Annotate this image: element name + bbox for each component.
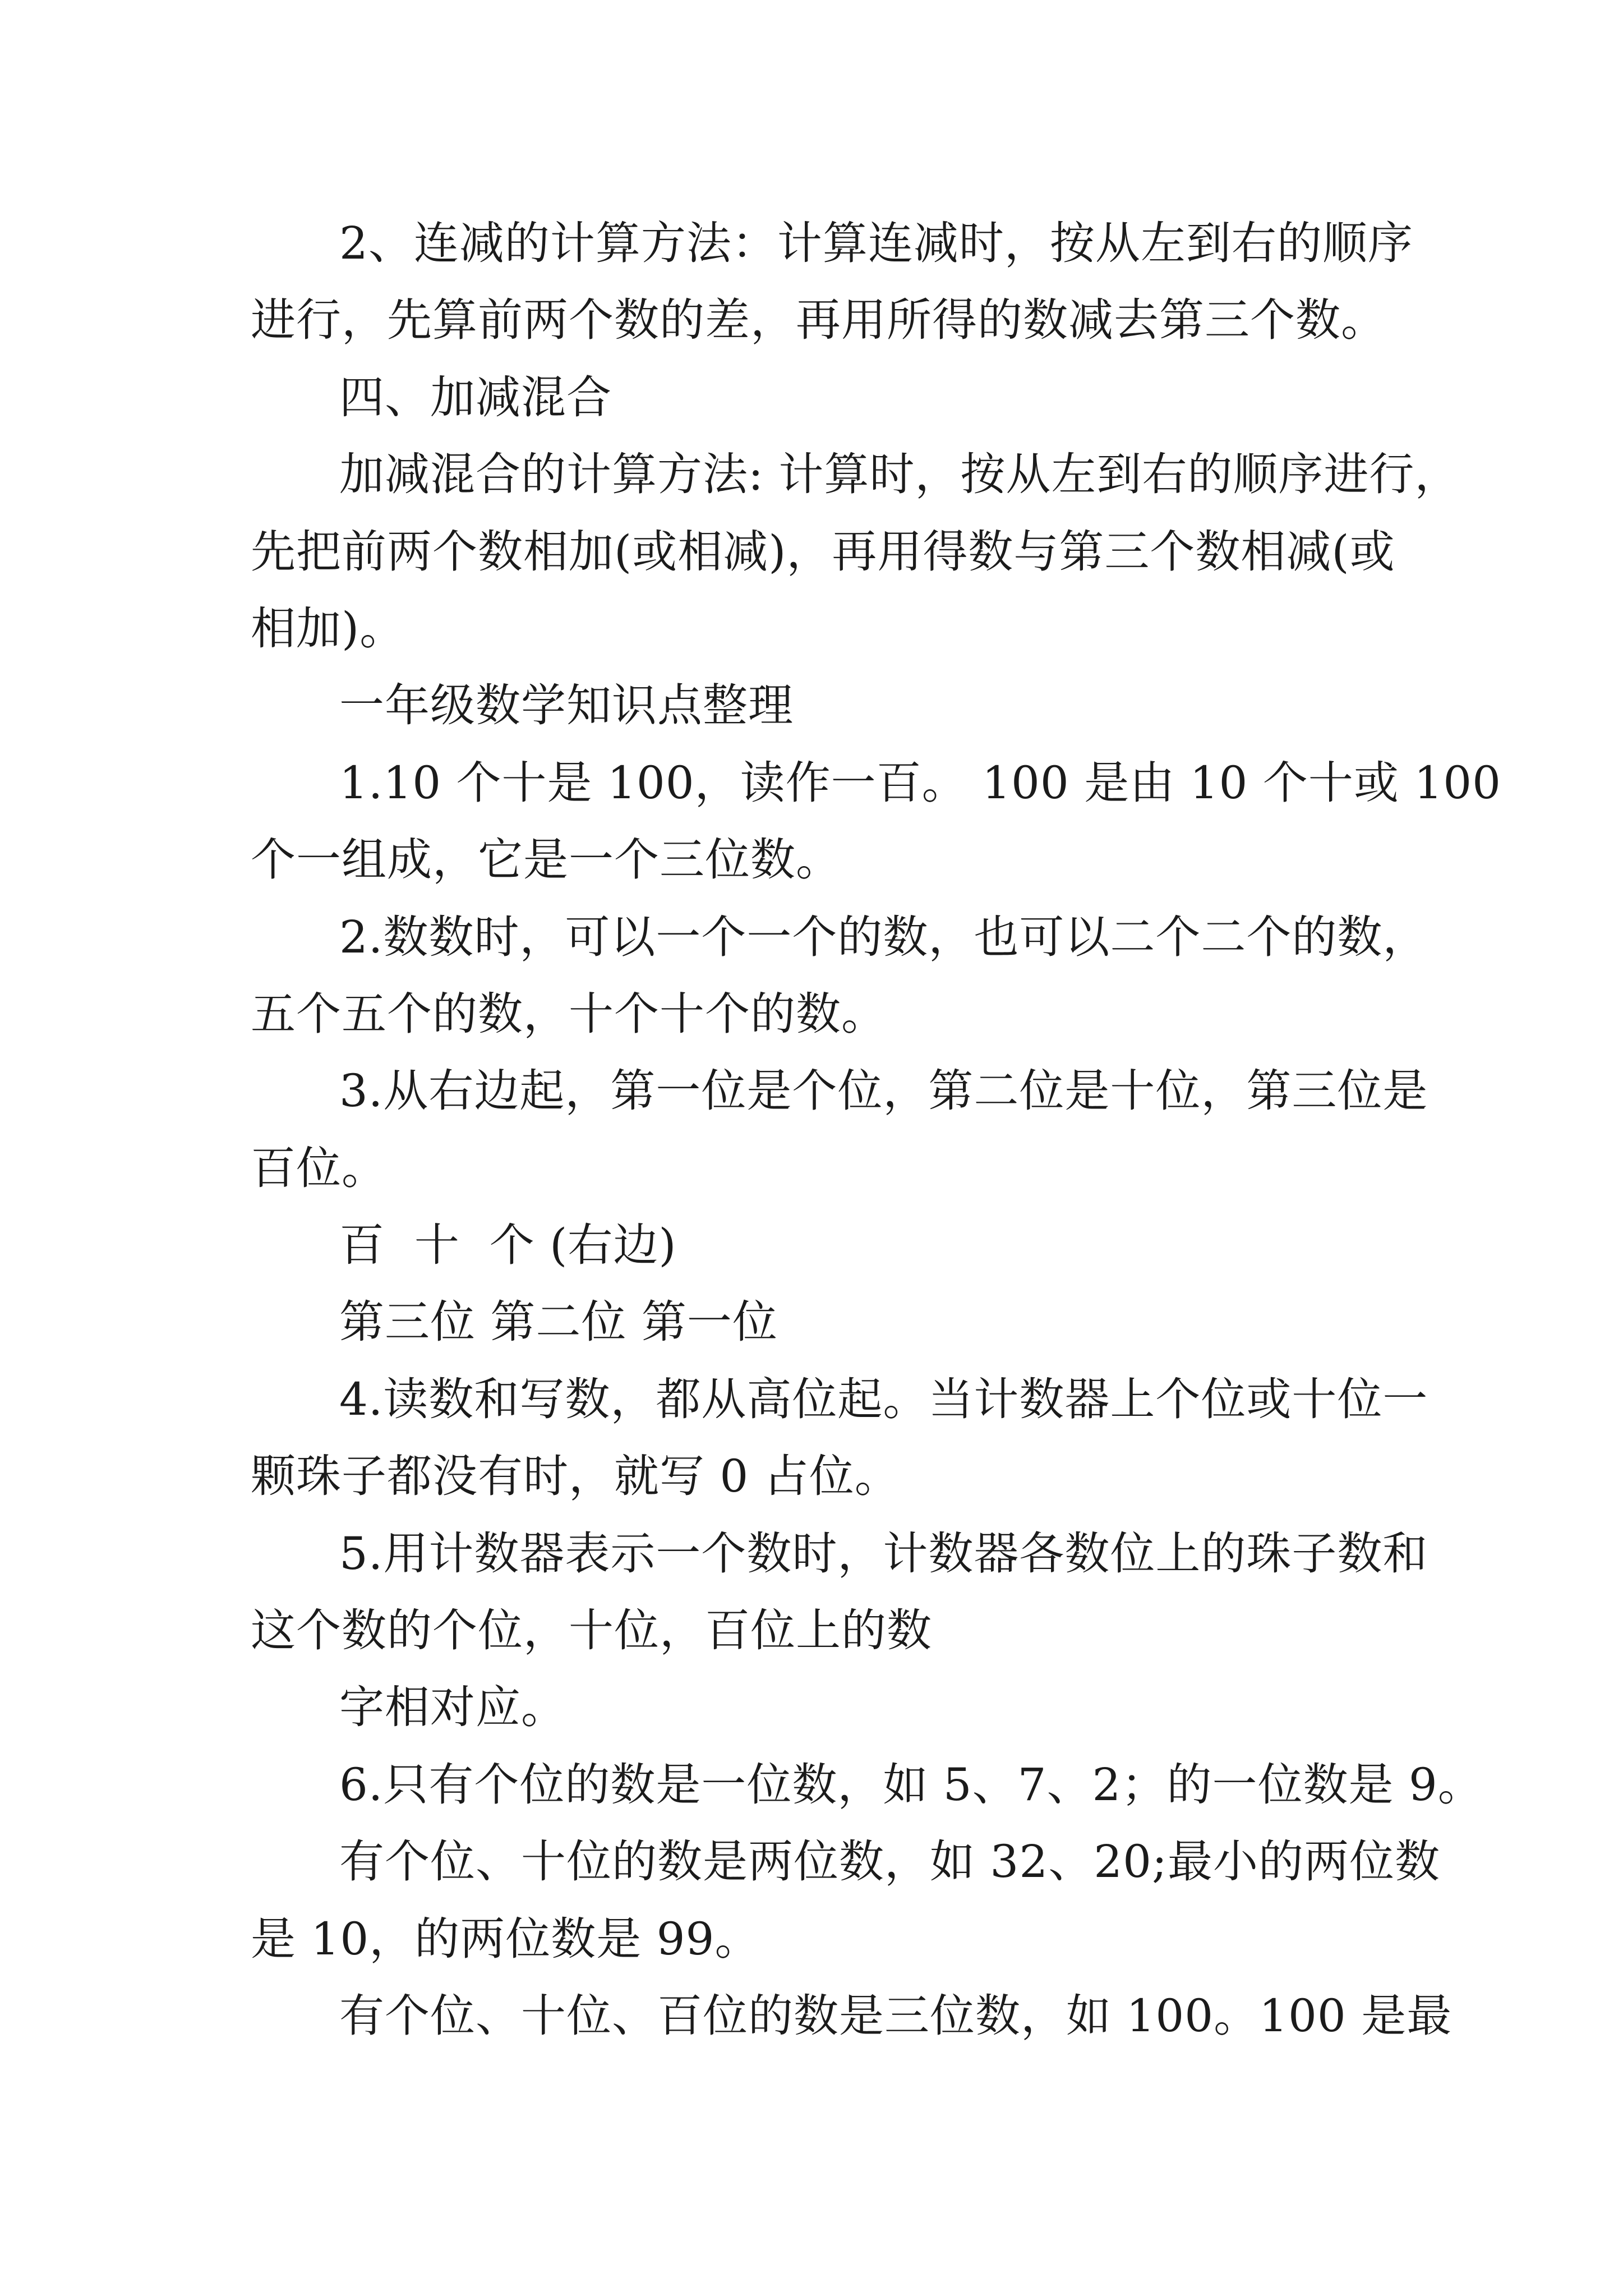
text-line: 4.读数和写数，都从高位起。当计数器上个位或十位一 bbox=[339, 1373, 1428, 1425]
text-line: 相加)。 bbox=[251, 602, 405, 655]
text-line: 先把前两个数相加(或相减)，再用得数与第三个数相减(或 bbox=[251, 525, 1395, 578]
text-line: 百 十 个 (右边) bbox=[339, 1219, 677, 1272]
document-body bbox=[251, 205, 1502, 2054]
text-line: 2.数数时，可以一个一个的数，也可以二个二个的数， bbox=[339, 910, 1428, 963]
text-line: 1.10 个十是 100，读作一百。 100 是由 10 个十或 100 bbox=[339, 756, 1502, 809]
text-line: 有个位、十位的数是两位数，如 32、20;最小的两位数 bbox=[339, 1835, 1440, 1888]
text-line: 3.从右边起，第一位是个位，第二位是十位，第三位是 bbox=[339, 1065, 1428, 1117]
text-line: 是 10，的两位数是 99。 bbox=[251, 1912, 760, 1965]
text-line: 5.用计数器表示一个数时，计数器各数位上的珠子数和 bbox=[339, 1527, 1428, 1580]
text-line: 个一组成，它是一个三位数。 bbox=[251, 834, 841, 886]
section-heading: 一年级数学知识点整理 bbox=[339, 679, 794, 732]
text-line: 加减混合的计算方法: 计算时，按从左到右的顺序进行， bbox=[339, 448, 1460, 501]
text-line: 第三位 第二位 第一位 bbox=[339, 1296, 778, 1349]
text-line: 6.只有个位的数是一位数，如 5、7、2；的一位数是 9。 bbox=[339, 1758, 1483, 1811]
text-line: 五个五个的数，十个十个的数。 bbox=[251, 987, 887, 1040]
text-line: 2、连减的计算方法：计算连减时，按从左到右的顺序 bbox=[339, 217, 1413, 269]
text-line: 颗珠子都没有时，就写 0 占位。 bbox=[251, 1450, 900, 1503]
text-line: 有个位、十位、百位的数是三位数，如 100。100 是最 bbox=[339, 1989, 1453, 2042]
text-line: 进行，先算前两个数的差，再用所得的数减去第三个数。 bbox=[251, 294, 1386, 347]
text-line: 字相对应。 bbox=[339, 1681, 566, 1734]
text-line: 百位。 bbox=[251, 1142, 387, 1194]
text-line: 这个数的个位，十位，百位上的数 bbox=[251, 1604, 932, 1657]
section-heading: 四、加减混合 bbox=[339, 371, 612, 424]
